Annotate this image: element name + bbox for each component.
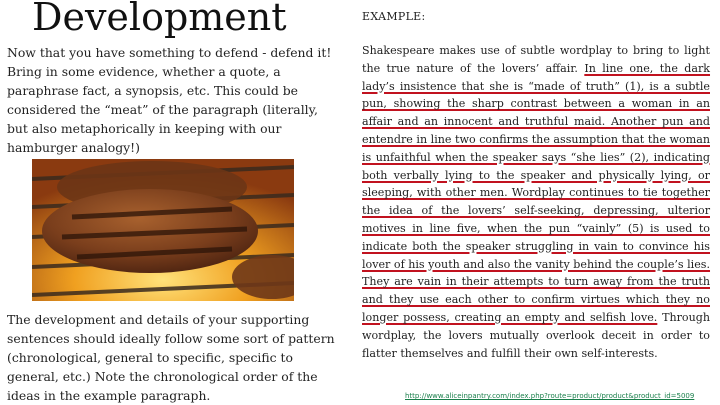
burger-patty-image (32, 159, 294, 301)
example-text-before: Shakespeare makes use of subtle wordplay to bring to light the true nature of the lovers’ affair. (362, 44, 710, 75)
source-link[interactable]: http://www.aliceinpantry.com/index.php?route=product/product&product_id=5009 (405, 392, 695, 400)
example-highlighted-text: In line one, the dark lady’s insistence that she is “made of truth” (1), is a subtle pun, showing the sharp contrast between a woman in an affair and an innocent and truthful maid. Another pun and entendre in line two confirms the assumption that the woman is unfaithful when the speaker says “she lies” (2), indicating both verbally lying to the speaker and physically lying, or sleeping, with other men. Wordplay continues to tie together the idea of the lovers’ self-seeking, depressing, ulterior motives in line five, when the pun “vainly” (5) is used to indicate both the speaker struggling in vain to convince his lover of his youth and also the vanity behind the couple’s lies. They are vain in their attempts to turn away from the truth and they use each other to confirm virtues which they no longer possess, creating an empty and selfish love. (362, 61, 711, 324)
example-label: EXAMPLE: (362, 10, 426, 23)
example-text-after: Through wordplay, the lovers mutually overlook deceit in order to flatter themselves and fulfill their own self-interests. (362, 310, 710, 360)
conclusion-paragraph: The development and details of your supporting sentences should ideally follow some sort of pattern (chronological, general to specific, specific to general, etc.) Note the chronological order of the ideas in the example paragraph. (7, 312, 335, 403)
slide-title: Development (32, 0, 287, 39)
intro-paragraph: Now that you have something to defend - defend it! Bring in some evidence, whether a quote, a paraphrase fact, a synopsis, etc. This could be considered the “meat” of the paragraph (literally, but also metaphorically in keeping with our hamburger analogy!) (7, 45, 332, 155)
example-paragraph (362, 42, 710, 362)
grilled-patty-photo (32, 159, 294, 301)
